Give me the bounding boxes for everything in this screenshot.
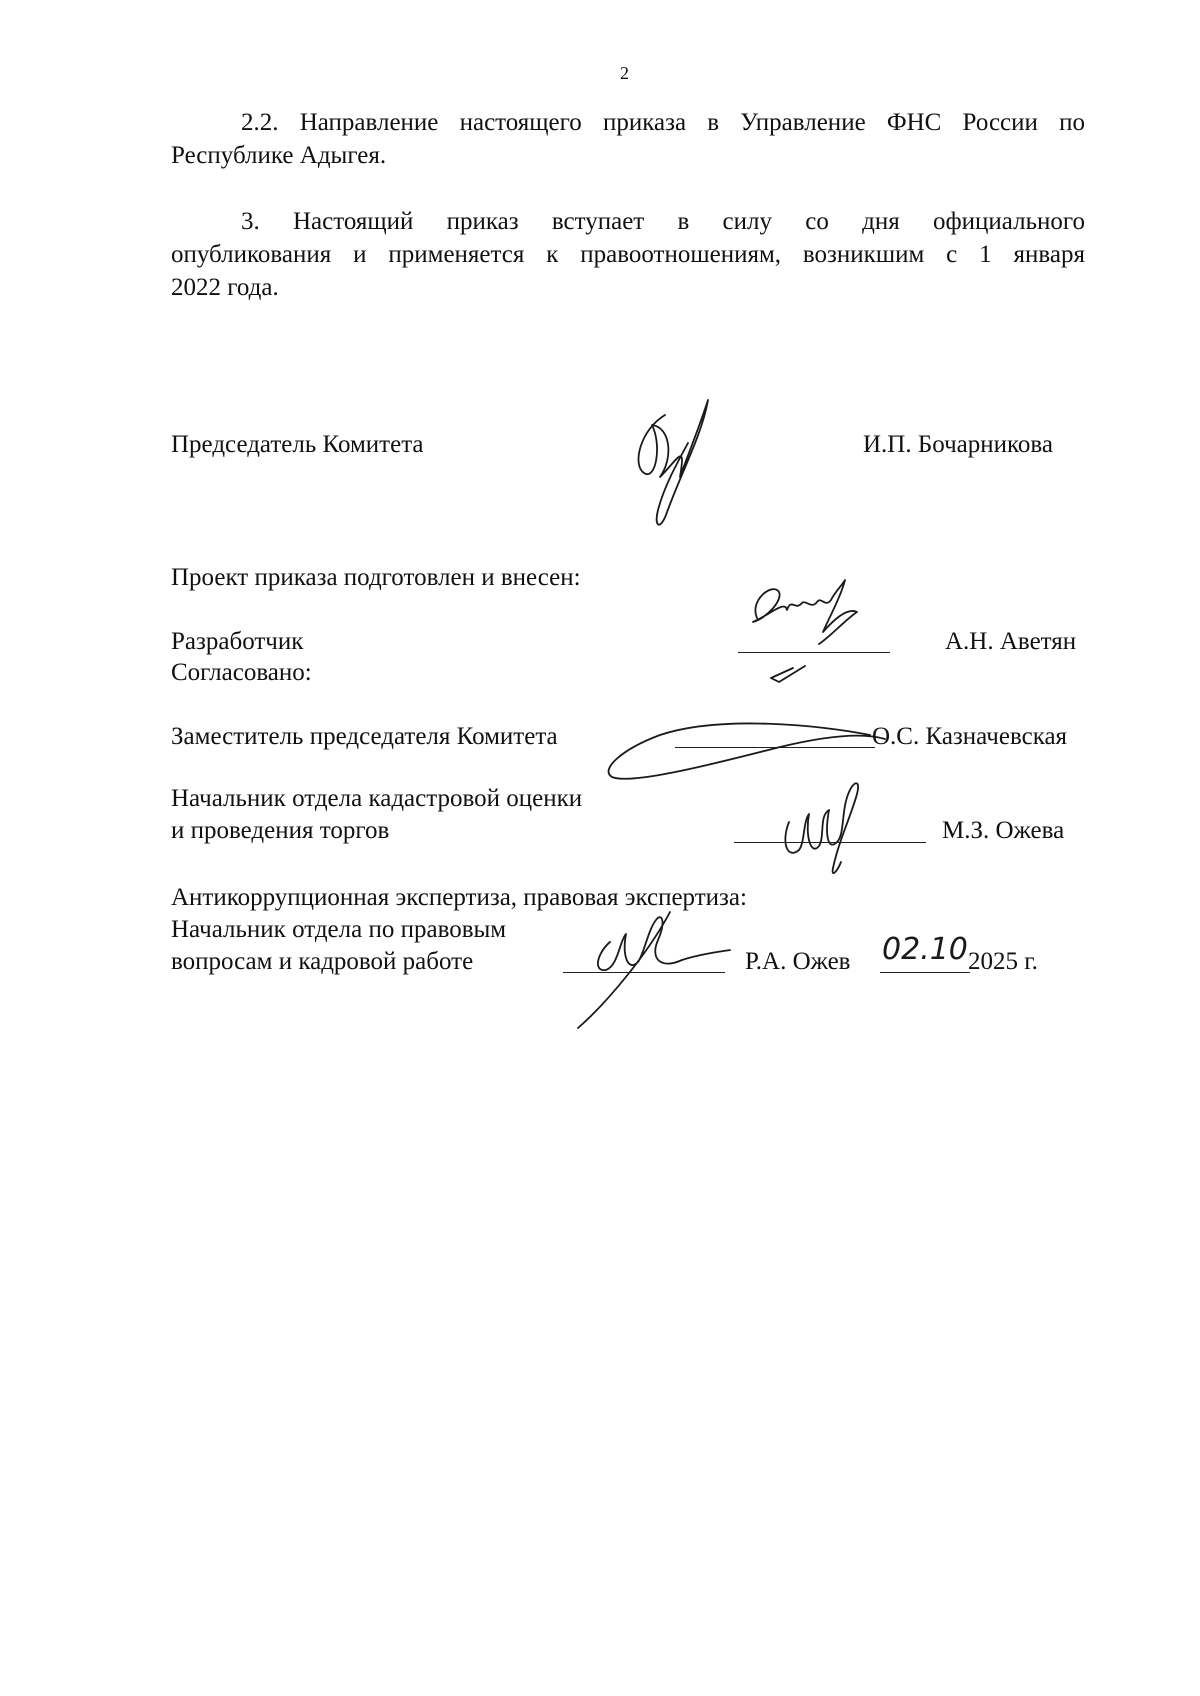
developer-position: Разработчик [171,628,304,655]
clause-3-line-1: 3. Настоящий приказ вступает в силу со дня официального [241,208,1085,235]
clause-2-2-line-1: 2.2. Направление настоящего приказа в Управление ФНС России по [241,109,1085,136]
head-cadastral-position-line-2: и проведения торгов [171,817,390,844]
clause-3 [171,205,1085,304]
legal-review-signature [570,900,740,1030]
legal-review-position-line-1: Начальник отдела по правовым [171,916,507,943]
clause-2-2-line-2: Республике Адыгея. [171,142,387,169]
head-cadastral-signature [775,770,885,880]
developer-signature [745,570,895,700]
deputy-chairman-position: Заместитель председателя Комитета [171,723,558,750]
prepared-by-heading: Проект приказа подготовлен и внесен: [171,564,581,591]
head-cadastral-name: М.З. Ожева [942,817,1065,844]
chairman-name: И.П. Бочарникова [863,431,1053,458]
page-number: 2 [620,63,629,83]
legal-review-handwritten-date: 02.10 [882,932,968,967]
chairman-signature [630,395,720,535]
legal-review-position-line-2: вопросам и кадровой работе [171,948,474,975]
developer-name: А.Н. Аветян [945,628,1077,655]
clause-3-line-3: 2022 года. [171,274,279,301]
chairman-position: Председатель Комитета [171,431,424,458]
agreed-heading: Согласовано: [171,659,312,686]
legal-review-heading: Антикоррупционная экспертиза, правовая экспертиза: [171,884,747,911]
legal-review-date-line [880,972,970,973]
deputy-chairman-name: О.С. Казначевская [872,723,1068,750]
legal-review-year: 2025 г. [968,948,1038,975]
clause-3-line-2: опубликования и применяется к правоотношениям, возникшим с 1 января [171,241,1085,268]
clause-2-2 [171,106,1085,172]
legal-review-name: Р.А. Ожев [745,948,851,975]
head-cadastral-position-line-1: Начальник отдела кадастровой оценки [171,785,583,812]
